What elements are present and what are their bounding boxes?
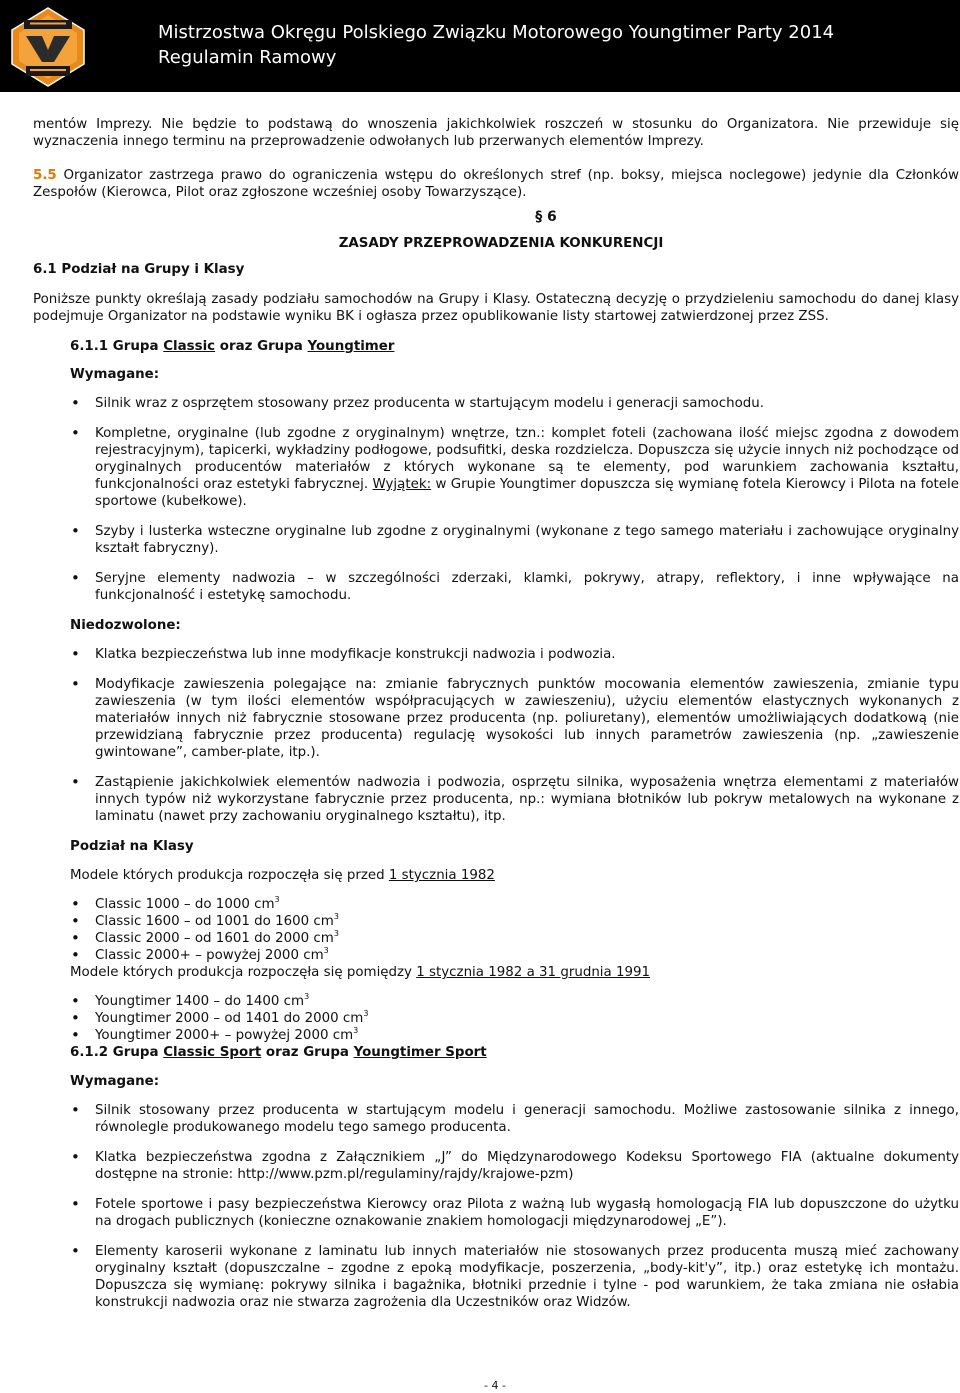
youngtimer-classes-intro xyxy=(70,964,959,981)
list-item xyxy=(70,425,959,510)
group1-heading-prefix: 6.1.1 Grupa xyxy=(70,339,164,354)
group2-heading xyxy=(70,1044,959,1061)
list-item: • Klatka bezpieczeństwa lub inne modyfikacje konstrukcji nadwozia i podwozia. xyxy=(70,646,959,663)
superscript: 3 xyxy=(353,1026,359,1035)
header-subtitle: Regulamin Ramowy xyxy=(158,47,337,68)
list-item: • Silnik wraz z osprzętem stosowany przez producenta w startującym modelu i generacji samochodu. xyxy=(70,395,959,412)
superscript: 3 xyxy=(333,929,339,938)
list-item xyxy=(70,913,959,930)
group1-forbidden-label: Niedozwolone: xyxy=(70,618,181,633)
list-item: • Zastąpienie jakichkolwiek elementów nadwozia i podwozia, osprzętu silnika, wyposażenia wnętrza elementami z materiałów innych typów niż wykorzystane fabrycznie przez producenta, np.: wymiana błotników lub pokryw metalowych na wykonane z laminatu (nawet przy zachowaniu oryginalnego kształtu), itp. xyxy=(70,774,959,825)
document-body xyxy=(33,116,959,1324)
list-item xyxy=(70,1010,959,1027)
section-intro: Poniższe punkty określają zasady podziału samochodów na Grupy i Klasy. Ostateczną decyzję o przydzieleniu samochodu do danej klasy podejmuje Organizator na podstawie wyniku BK i ogłasza przez opublikowanie listy startowej zatwierdzonej przez ZSS. xyxy=(33,292,959,324)
page-number: - 4 - xyxy=(484,1379,506,1392)
superscript: 3 xyxy=(363,1009,369,1018)
exception-label: Wyjątek: xyxy=(372,477,432,492)
group1-required-label: Wymagane: xyxy=(70,367,160,382)
group2-required-label: Wymagane: xyxy=(70,1074,160,1089)
paragraph-5-5 xyxy=(33,167,959,201)
young-intro-text: Modele których produkcja rozpoczęła się pomiędzy xyxy=(70,965,417,980)
classic-intro-text: Modele których produkcja rozpoczęła się przed xyxy=(70,868,389,883)
list-item: • Silnik stosowany przez producenta w startującym modelu i generacji samochodu. Możliwe zastosowanie silnika z innego, równolegle produkowanego modelu tego samego producenta. xyxy=(70,1102,959,1136)
classes-heading: Podział na Klasy xyxy=(70,839,194,854)
page-header xyxy=(0,0,960,92)
class-text: Classic 1000 – do 1000 cm xyxy=(95,897,275,912)
superscript: 3 xyxy=(304,992,310,1001)
class-text: Classic 2000+ – powyżej 2000 cm xyxy=(95,948,324,963)
list-item xyxy=(70,1027,959,1044)
class-text: Classic 2000 – od 1601 do 2000 cm xyxy=(95,931,334,946)
list-item: • Seryjne elementy nadwozia – w szczególności zderzaki, klamki, pokrywy, atrapy, reflektory, i inne wpływające na funkcjonalność i estetykę samochodu. xyxy=(70,570,959,604)
superscript: 3 xyxy=(323,946,329,955)
class-text: Youngtimer 2000+ – powyżej 2000 cm xyxy=(95,1028,354,1043)
group1-heading xyxy=(70,338,959,355)
list-item: • Modyfikacje zawieszenia polegające na: zmianie fabrycznych punktów mocowania elementów zawieszenia, zmianie typu zawieszenia (w tym ilości elementów współpracujących w zawieszeniu), użyciu elementów elastycznych wykonanych z materiałów innych niż fabrycznie stosowane przez producenta (np. poliuretany), elementów umożliwiających dodatkową (nie przewidzianą fabrycznie przez producenta) regulację wysokości lub innych parametrów zawieszenia (np. „zawieszenie gwintowane”, camber-plate, itp.). xyxy=(70,676,959,761)
group1-heading-youngtimer: Youngtimer xyxy=(307,339,395,354)
class-text: Youngtimer 1400 – do 1400 cm xyxy=(95,994,305,1009)
group2-heading-mid: oraz Grupa xyxy=(261,1045,354,1060)
group1-heading-classic: Classic xyxy=(163,339,216,354)
list-item xyxy=(70,947,959,964)
list-item xyxy=(70,930,959,947)
group2-heading-classic-sport: Classic Sport xyxy=(163,1045,262,1060)
list-item xyxy=(70,993,959,1010)
class-text: Youngtimer 2000 – od 1401 do 2000 cm xyxy=(95,1011,364,1026)
section-number: § 6 xyxy=(535,209,557,225)
exception-text: w Grupie Youngtimer dopuszcza się wymianę fotela Kierowcy i Pilota na fotele sportowe (kubełkowe). xyxy=(95,477,959,509)
group1-required-list xyxy=(70,395,959,604)
list-item: • Fotele sportowe i pasy bezpieczeństwa Kierowcy oraz Pilota z ważną lub wygasłą homologacją FIA lub dopuszczone do użytku na drogach publicznych (konieczne oznakowanie znakiem homologacji międzynarodowej „E”). xyxy=(70,1196,959,1230)
group2-required-list xyxy=(70,1102,959,1311)
superscript: 3 xyxy=(274,895,280,904)
list-item: • Klatka bezpieczeństwa zgodna z Załącznikiem „J” do Międzynarodowego Kodeksu Sportowego FIA (aktualne dokumenty dostępne na stronie: http://www.pzm.pl/regulaminy/rajdy/krajowe-pzm) xyxy=(70,1149,959,1183)
group2-heading-prefix: 6.1.2 Grupa xyxy=(70,1045,164,1060)
section-title: ZASADY PRZEPROWADZENIA KONKURENCJI xyxy=(338,236,664,251)
youngtimer-classes-list xyxy=(70,993,959,1044)
subsection-title: 6.1 Podział na Grupy i Klasy xyxy=(33,262,245,277)
paragraph-5-5-number: 5.5 xyxy=(33,168,57,183)
classic-classes-list xyxy=(70,896,959,964)
paragraph-5-5-text: Organizator zastrzega prawo do ograniczenia wstępu do określonych stref (np. boksy, miejsca noclegowe) jedynie dla Członków Zespołów (Kierowca, Pilot oraz zgłoszone wcześniej osoby Towarzyszące). xyxy=(33,168,959,200)
superscript: 3 xyxy=(333,912,339,921)
header-title: Mistrzostwa Okręgu Polskiego Związku Motorowego Youngtimer Party 2014 xyxy=(158,22,835,43)
classic-intro-date: 1 stycznia 1982 xyxy=(388,868,495,883)
continuation-paragraph: mentów Imprezy. Nie będzie to podstawą do wnoszenia jakichkolwiek roszczeń w stosunku do Organizatora. Nie przewiduje się wyznaczenia innego terminu na przeprowadzenie odwołanych lub przerwanych elementów Imprezy. xyxy=(33,117,959,149)
list-item: • Elementy karoserii wykonane z laminatu lub innych materiałów nie stosowanych przez producenta muszą mieć zachowany oryginalny kształt (dopuszczalne – zgodne z epoką modyfikacje, poszerzenia, „body-kit'y”, itp.) oraz estetykę ich montażu. Dopuszcza się wymianę: pokrywy silnika i bagażnika, błotniki przednie i tylne - pod warunkiem, że taka zmiana nie osłabia konstrukcji nadwozia oraz nie stwarza zagrożenia dla Uczestników oraz Widzów. xyxy=(70,1243,959,1311)
club-logo-icon xyxy=(8,6,88,88)
list-item-text: Kompletne, oryginalne (lub zgodne z oryginalnym) wnętrze, tzn.: komplet foteli (zachowana ilość miejsc zgodna z dowodem rejestracyjnym), tapicerki, wykładziny podłogowe, podsufitki, deska rozdzielcza. Dopuszcza się użycie innych niż pochodzące od oryginalnych producentów materiałów z których wykonane są te elementy, pod warunkiem zachowania kształtu, funkcjonalności oraz estetyki fabrycznej. xyxy=(95,426,959,492)
list-item: • Szyby i lusterka wsteczne oryginalne lub zgodne z oryginalnymi (wykonane z tego samego materiału i zachowujące oryginalny kształt fabryczny). xyxy=(70,523,959,557)
young-intro-date: 1 stycznia 1982 a 31 grudnia 1991 xyxy=(416,965,651,980)
group1-heading-mid: oraz Grupa xyxy=(215,339,308,354)
list-item xyxy=(70,896,959,913)
classic-classes-intro xyxy=(70,867,959,884)
group2-heading-youngtimer-sport: Youngtimer Sport xyxy=(353,1045,487,1060)
class-text: Classic 1600 – od 1001 do 1600 cm xyxy=(95,914,334,929)
group1-forbidden-list xyxy=(70,646,959,825)
